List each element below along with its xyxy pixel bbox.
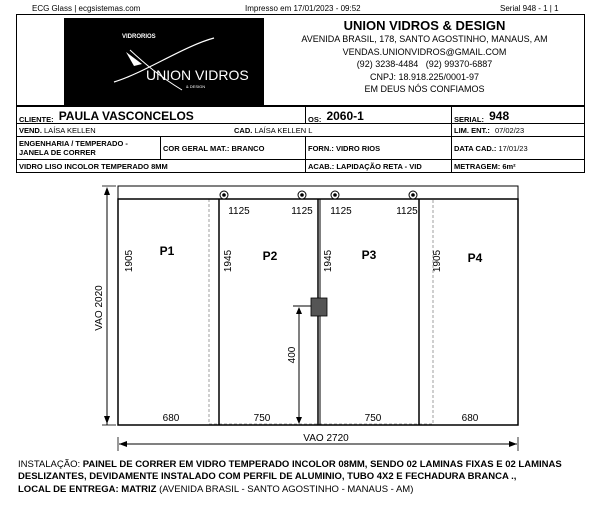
company-header <box>16 14 585 106</box>
p3-top-left-dim: 1125 <box>330 206 352 217</box>
os-number: 2060-1 <box>326 109 364 123</box>
company-phones: (92) 3238-4484 (92) 99370-6887 <box>356 59 493 70</box>
installation-notes <box>18 459 584 496</box>
p2-height-dim: 1945 <box>223 249 234 273</box>
company-info <box>267 18 582 96</box>
company-name: UNION VIDROS & DESIGN <box>343 18 506 33</box>
local-detail: (AVENIDA BRASIL - SANTO AGOSTINHO - MANAUS - AM) <box>159 483 414 495</box>
p2-width-dim: 750 <box>253 413 271 424</box>
window-drawing <box>0 173 602 463</box>
acabamento-cell: ACAB.: LAPIDAÇÃO RETA - VID <box>305 159 452 173</box>
company-email: VENDAS.UNIONVIDROS@GMAIL.COM <box>342 46 507 57</box>
p3-top-right-dim: 1125 <box>396 206 418 217</box>
data-cad-value: 17/01/23 <box>498 144 528 153</box>
order-info-table <box>16 106 585 173</box>
panel-p3-label: P3 <box>361 248 377 262</box>
panel-p2-label: P2 <box>262 249 278 263</box>
panel-p1-label: P1 <box>159 244 175 258</box>
p4-height-dim: 1905 <box>432 249 443 273</box>
company-motto: EM DEUS NÓS CONFIAMOS <box>364 84 485 95</box>
svg-text:UNION VIDROS: UNION VIDROS <box>146 67 249 83</box>
vao-width-dim: VAO 2720 <box>303 433 349 444</box>
svg-text:VIDRORIOS: VIDRORIOS <box>122 34 156 40</box>
metragem-cell: METRAGEM: 6m² <box>451 159 585 173</box>
print-date: Impresso em 17/01/2023 - 09:52 <box>245 4 361 13</box>
p3-height-dim: 1945 <box>323 249 334 273</box>
data-cad-cell: DATA CAD.: 17/01/23 <box>451 136 585 160</box>
cadastrante: LAÍSA KELLEN L <box>254 126 313 135</box>
serial-number: 948 <box>489 109 510 123</box>
os-cell: OS: 2060-1 <box>305 106 452 124</box>
p1-height-dim: 1905 <box>124 249 135 273</box>
roller-3 <box>331 191 339 199</box>
vend-cad-cell: VEND. LAÍSA KELLEN CAD. LAÍSA KELLEN L <box>16 123 452 137</box>
lock-handle <box>311 298 327 316</box>
fornecedor-cell: FORN.: VIDRO RIOS <box>305 136 452 160</box>
cliente-name: PAULA VASCONCELOS <box>58 109 194 123</box>
handle-height-dim: 400 <box>287 346 298 364</box>
acabamento-value: LAPIDAÇÃO RETA - VID <box>336 162 422 171</box>
cliente-cell: CLIENTE: PAULA VASCONCELOS <box>16 106 306 124</box>
vao-height-dim: VAO 2020 <box>94 285 105 331</box>
company-address: AVENIDA BRASIL, 178, SANTO AGOSTINHO, MANAUS, AM <box>301 34 548 44</box>
lim-ent-cell: LIM. ENT.: 07/02/23 <box>451 123 585 137</box>
cor-value: BRANCO <box>231 144 265 153</box>
vidro-cell: VIDRO LISO INCOLOR TEMPERADO 8MM <box>16 159 306 173</box>
company-logo <box>64 18 264 105</box>
serial-page: Serial 948 - 1 | 1 <box>500 4 559 13</box>
cor-cell: COR GERAL MAT.: BRANCO <box>160 136 306 160</box>
roller-1 <box>220 191 228 199</box>
p2-top-left-dim: 1125 <box>228 206 250 217</box>
fornecedor-value: VIDRO RIOS <box>335 144 381 153</box>
p3-width-dim: 750 <box>364 413 382 424</box>
local-label: LOCAL DE ENTREGA: <box>18 483 119 495</box>
company-cnpj: CNPJ: 18.918.225/0001-97 <box>369 71 480 82</box>
roller-4 <box>409 191 417 199</box>
lim-ent-date: 07/02/23 <box>494 126 525 135</box>
p2-top-right-dim: 1125 <box>291 206 313 217</box>
panel-p4-label: P4 <box>467 251 483 265</box>
install-label: INSTALAÇÃO: <box>18 459 81 470</box>
system-name: ECG Glass | ecgsistemas.com <box>32 4 141 13</box>
metragem-value: 6m² <box>502 162 516 171</box>
vendedor: LAÍSA KELLEN <box>44 126 96 135</box>
serial-cell: SERIAL: 948 <box>451 106 585 124</box>
engenharia-cell: ENGENHARIA / TEMPERADO - JANELA DE CORRER <box>16 136 161 160</box>
roller-2 <box>298 191 306 199</box>
install-text: PAINEL DE CORRER EM VIDRO TEMPERADO INCOLOR 08MM, SENDO 02 LAMINAS FIXAS E 02 LAMINAS DESLIZANTES, DEVIDAMENTE INSTALADO COM PERFIL DE ALUMINIO, TUBO 4X2 E FECHADURA BRANCA ., <box>18 459 562 483</box>
top-track <box>118 186 518 199</box>
svg-text:& DESIGN: & DESIGN <box>186 84 206 89</box>
p4-width-dim: 680 <box>461 413 479 424</box>
p1-width-dim: 680 <box>162 413 180 424</box>
logo-graphic <box>64 18 264 105</box>
local-value: MATRIZ <box>121 483 157 495</box>
